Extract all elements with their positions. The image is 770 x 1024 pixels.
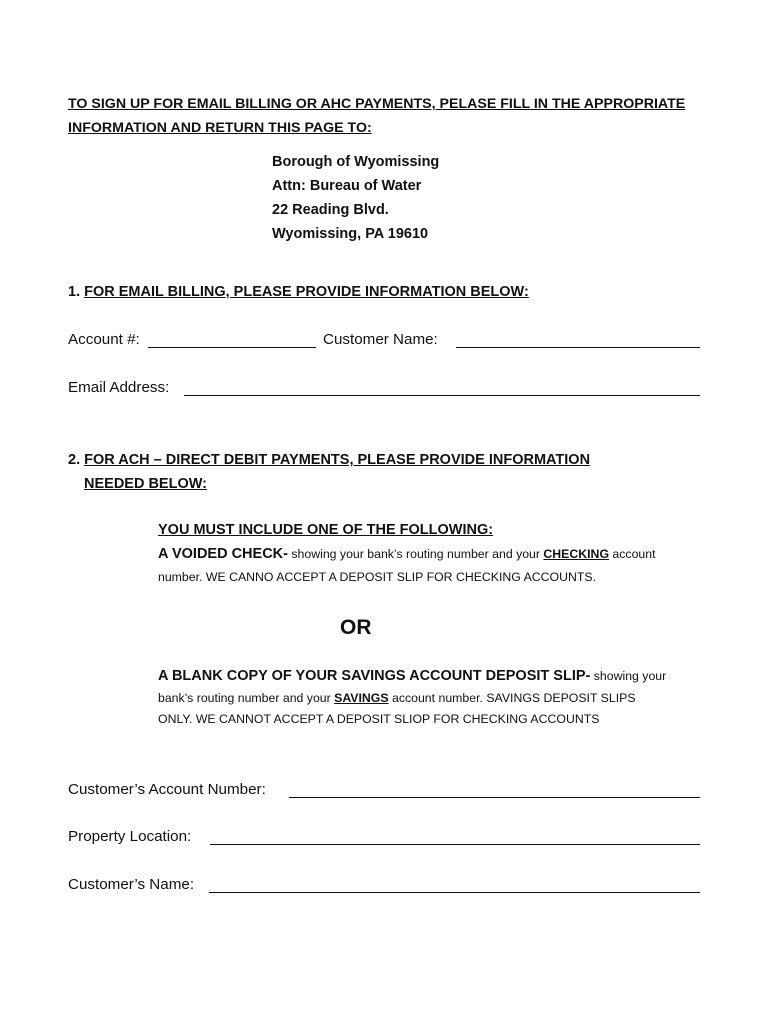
account-number-field[interactable]	[148, 347, 316, 348]
blank-slip-text: showing your	[590, 669, 667, 683]
section-1-number: 1.	[68, 284, 85, 300]
customer-name-label: Customer Name:	[323, 331, 438, 348]
address-attn: Attn: Bureau of Water	[272, 178, 422, 194]
section-2-title-line-1: FOR ACH – DIRECT DEBIT PAYMENTS, PLEASE PROVIDE INFORMATION	[84, 452, 591, 468]
property-location-label: Property Location:	[68, 828, 192, 845]
email-address-field[interactable]	[184, 395, 700, 396]
voided-check-line-2: number. WE CANNO ACCEPT A DEPOSIT SLIP FOR CHECKING ACCOUNTS.	[158, 570, 597, 584]
section-1-heading	[68, 284, 529, 300]
voided-check-text-end: account	[609, 547, 656, 561]
voided-check-line-1	[158, 546, 656, 562]
customer-account-number-label: Customer’s Account Number:	[68, 781, 266, 798]
address-city: Wyomissing, PA 19610	[272, 226, 429, 242]
account-number-label: Account #:	[68, 331, 140, 348]
must-include-heading: YOU MUST INCLUDE ONE OF THE FOLLOWING:	[158, 522, 494, 538]
voided-check-text: showing your bank’s routing number and your	[287, 547, 544, 561]
section-2-heading	[68, 452, 590, 468]
email-address-label: Email Address:	[68, 379, 170, 396]
section-1-title: FOR EMAIL BILLING, PLEASE PROVIDE INFORMATION BELOW:	[84, 284, 529, 300]
property-location-field[interactable]	[210, 844, 700, 845]
address-name: Borough of Wyomissing	[272, 154, 440, 170]
address-street: 22 Reading Blvd.	[272, 202, 389, 218]
customers-name-label: Customer’s Name:	[68, 876, 195, 893]
blank-slip-line-1	[158, 668, 666, 684]
blank-slip-line-3: ONLY. WE CANNOT ACCEPT A DEPOSIT SLIOP FOR CHECKING ACCOUNTS	[158, 712, 600, 726]
intro-line-1: TO SIGN UP FOR EMAIL BILLING OR AHC PAYMENTS, PELASE FILL IN THE APPROPRIATE	[68, 96, 686, 112]
blank-slip-title: A BLANK COPY OF YOUR SAVINGS ACCOUNT DEPOSIT SLIP-	[158, 668, 591, 684]
savings-word: SAVINGS	[334, 691, 389, 705]
voided-check-title: A VOIDED CHECK-	[158, 546, 288, 562]
blank-slip-text-b: account number. SAVINGS DEPOSIT SLIPS	[388, 691, 636, 705]
intro-line-2: INFORMATION AND RETURN THIS PAGE TO:	[68, 120, 372, 136]
customer-account-number-field[interactable]	[289, 797, 700, 798]
or-divider: OR	[340, 616, 372, 639]
customers-name-field[interactable]	[209, 892, 700, 893]
section-2-number: 2.	[68, 452, 85, 468]
section-2-title-line-2: NEEDED BELOW:	[84, 476, 207, 492]
checking-word: CHECKING	[543, 547, 610, 561]
customer-name-field[interactable]	[456, 347, 700, 348]
blank-slip-text-a: bank’s routing number and your	[158, 691, 335, 705]
blank-slip-line-2	[158, 691, 636, 705]
